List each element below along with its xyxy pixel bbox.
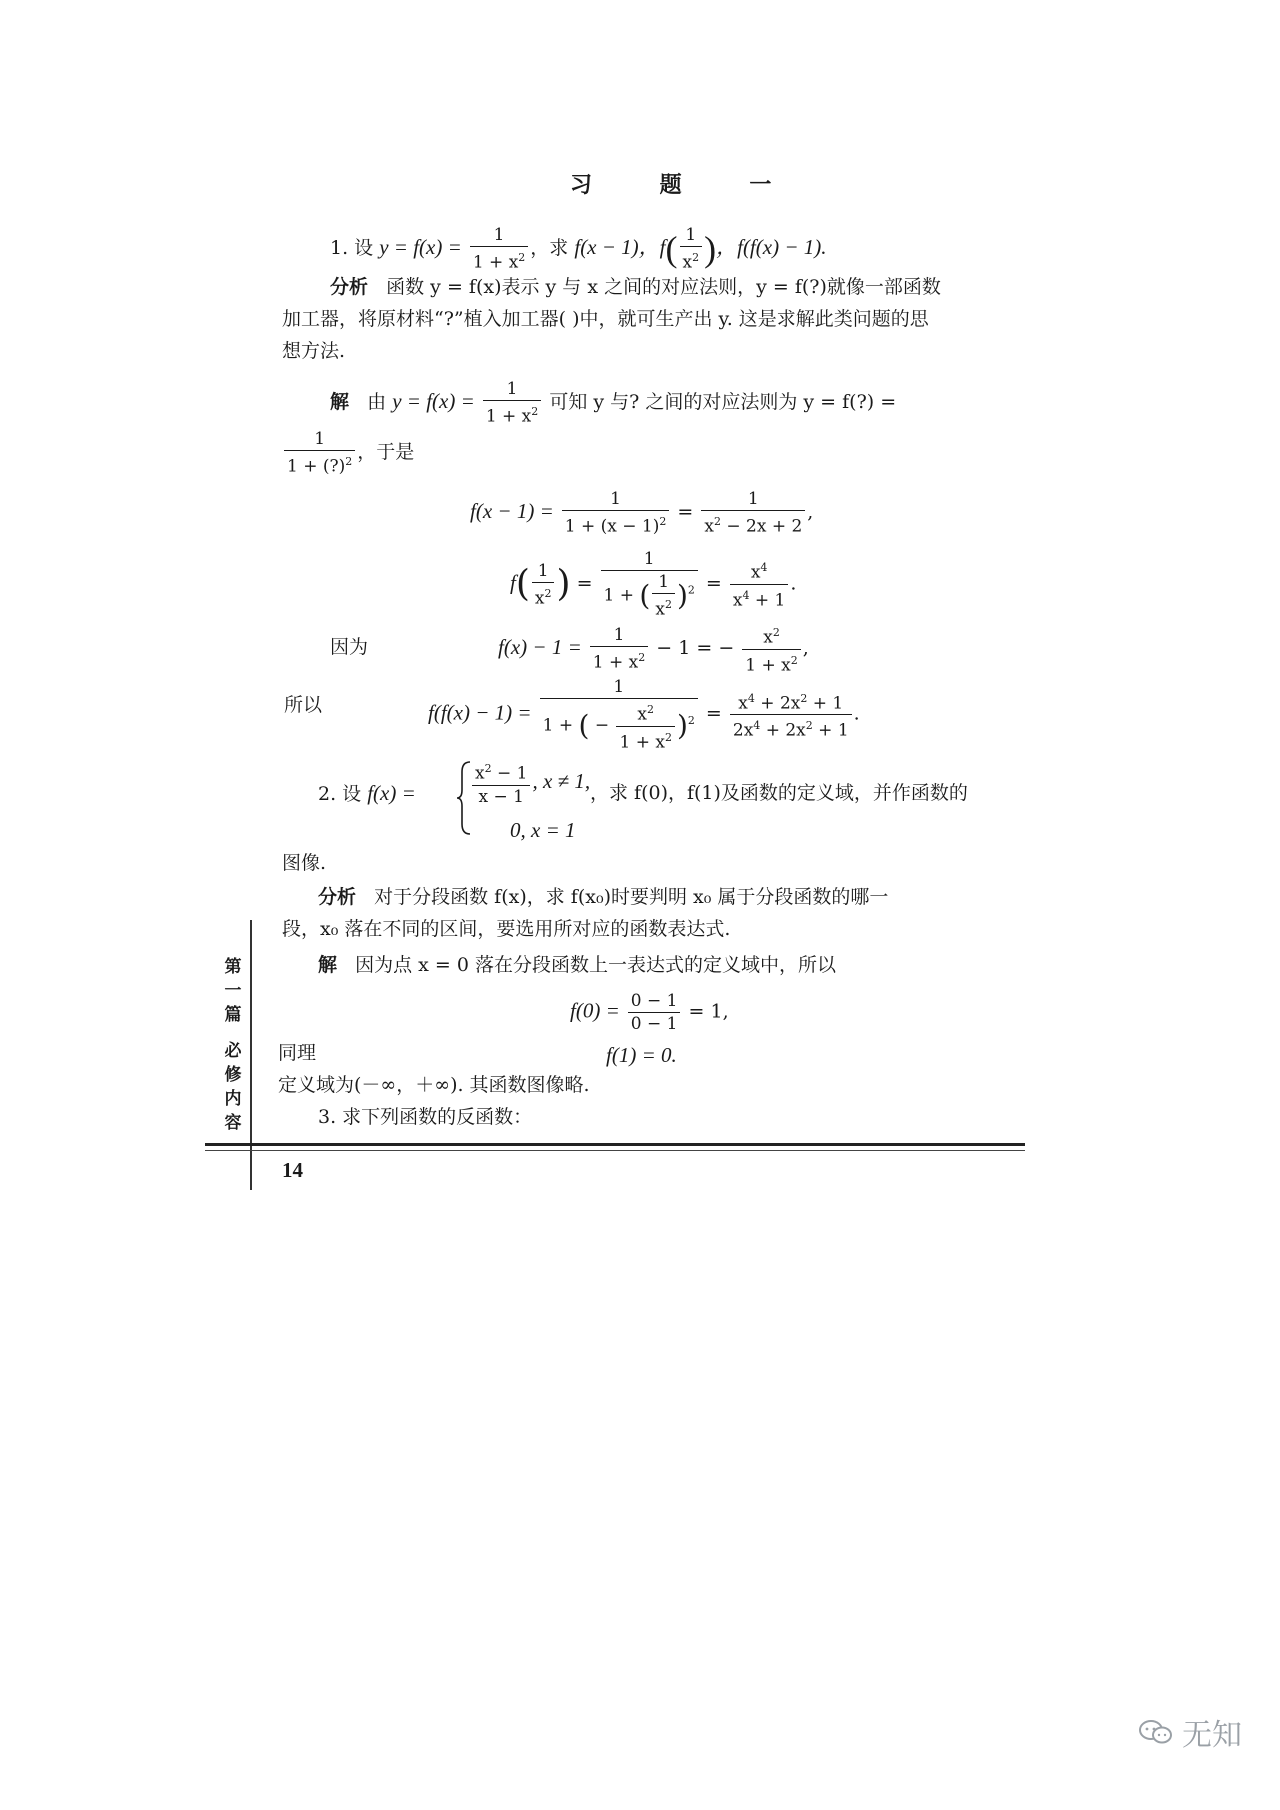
equation-f-one-over-x2: f( $\frac{1}{x^2}$ ) = 1 1 + ( $\frac{1}{x^2}$ )$^2$ = $\frac{x^4}{x^4 + 1}$ . xyxy=(510,549,797,620)
problem-2-analysis xyxy=(318,882,888,912)
sidebar-char: 修 xyxy=(224,1065,242,1085)
analysis-line-3: 想方法. xyxy=(282,340,346,362)
sidebar-char: 必 xyxy=(224,1041,242,1061)
problem-3-statement: 3. 求下列函数的反函数： xyxy=(318,1106,533,1128)
sidebar-char: 内 xyxy=(224,1089,242,1109)
sidebar-section-label xyxy=(222,955,244,1135)
so-label: 所以 xyxy=(284,694,323,716)
same-label: 同理 xyxy=(278,1042,317,1064)
sidebar-char xyxy=(222,1027,244,1039)
sidebar-char: 第 xyxy=(224,957,242,977)
equation-f-x-minus-1: f(x − 1) = $\frac{1}{1 + (x - 1)^2}$ = $\frac{1}{x^2 - 2x + 2}$ , xyxy=(470,489,814,537)
solution-2-line-1: 因为点 x = 0 落在分段函数上一表达式的定义域中，所以 xyxy=(355,954,837,976)
problem-1-analysis xyxy=(330,272,941,302)
page-title: 习 题 一 xyxy=(570,172,802,198)
analysis-line-2: 加工器，将原材料“?”植入加工器( )中，就可生产出 y. 这是求解此类问题的思 xyxy=(282,308,929,330)
analysis-2-line-1: 对于分段函数 f(x)，求 f(x₀)时要判明 x₀ 属于分段函数的哪一 xyxy=(374,886,889,908)
equation-f0: f(0) = $\frac{0 - 1}{0 - 1}$ = 1, xyxy=(570,991,729,1034)
problem-2-solution xyxy=(318,950,836,980)
solution-text-3: ，于是 xyxy=(357,440,415,463)
problem-1-target-fraction: $\frac{1}{x^2}$ xyxy=(680,224,703,274)
solution-fraction: $\frac{1}{1 + x^2}$ xyxy=(483,378,541,428)
problem-1-statement: 1. 设 y = f(x) = $\frac{1}{1 + x^2}$ ，求 f(x − 1)，f( $\frac{1}{x^2}$ )，f(f(x) − 1). xyxy=(330,225,827,273)
solution-line-2 xyxy=(282,428,414,478)
domain-statement: 定义域为(－∞，＋∞). 其函数图像略. xyxy=(278,1074,590,1096)
watermark xyxy=(1138,1710,1242,1754)
watermark-text: 无知 xyxy=(1182,1718,1242,1753)
piecewise-case-2: 0, x = 1 xyxy=(510,818,576,842)
problem-2-ask: ，求 f(0)，f(1)及函数的定义域，并作函数的 xyxy=(590,782,968,804)
problem-2-lead: 2. 设 xyxy=(318,783,362,805)
sidebar-char: 容 xyxy=(224,1113,242,1133)
solution-rule-fraction: $\frac{1}{1 + (?)^2}$ xyxy=(284,428,355,478)
problem-1-function: y = f(x) = xyxy=(379,234,462,259)
piecewise-case-1: $\frac{x^2 - 1}{x - 1}$ , x ≠ 1, xyxy=(470,758,590,808)
footer-rule-thin xyxy=(205,1150,1025,1151)
analysis-2-line-2: 段，x₀ 落在不同的区间，要选用所对应的函数表达式. xyxy=(282,918,731,940)
equation-f-x-minus-1-value: f(x) − 1 = $\frac{1}{1 + x^2}$ − 1 = − $\frac{x^2}{1 + x^2}$ , xyxy=(498,622,809,676)
analysis-label-2: 分析 xyxy=(318,886,357,908)
solution-label: 解 xyxy=(330,390,350,413)
problem-2-ask-2: 图像. xyxy=(282,852,327,874)
equation-f1: f(1) = 0. xyxy=(606,1043,677,1067)
solution-label-2: 解 xyxy=(318,954,338,976)
problem-1-ask: ，求 xyxy=(530,236,569,259)
problem-1-solution: 解 由 y = f(x) = $\frac{1}{1 + x^2}$ 可知 y 与? 之间的对应法则为 y = f(?) = xyxy=(330,379,897,427)
footer-rule xyxy=(205,1143,1025,1146)
problem-1-targets: f(x − 1)，f( xyxy=(574,229,678,270)
sidebar-char: 篇 xyxy=(224,1005,242,1025)
problem-1-lead: 1. 设 xyxy=(330,236,374,259)
problem-2-statement: 2. 设 f(x) = xyxy=(318,781,416,805)
solution-text-2: 可知 y 与? 之间的对应法则为 y = f(?) = xyxy=(549,390,897,413)
sidebar-char: 一 xyxy=(224,981,242,1001)
problem-1-fraction: $\frac{1}{1 + x^2}$ xyxy=(470,224,528,274)
because-label: 因为 xyxy=(330,636,369,658)
chat-bubbles-icon xyxy=(1138,1718,1174,1746)
analysis-line-1: 函数 y = f(x)表示 y 与 x 之间的对应法则，y = f(?)就像一部函数 xyxy=(386,276,941,298)
page-number: 14 xyxy=(282,1158,303,1182)
equation-f-f-x-minus-1: f(f(x) − 1) = 1 1 + ( − $\frac{x^2}{1 + x^2}$ )$^2$ = $\frac{x^4 + 2x^2 + 1}{2x^4 + 2x^2 + 1}$ . xyxy=(428,677,860,753)
solution-text-1: 由 xyxy=(367,390,387,413)
analysis-label: 分析 xyxy=(330,276,369,298)
